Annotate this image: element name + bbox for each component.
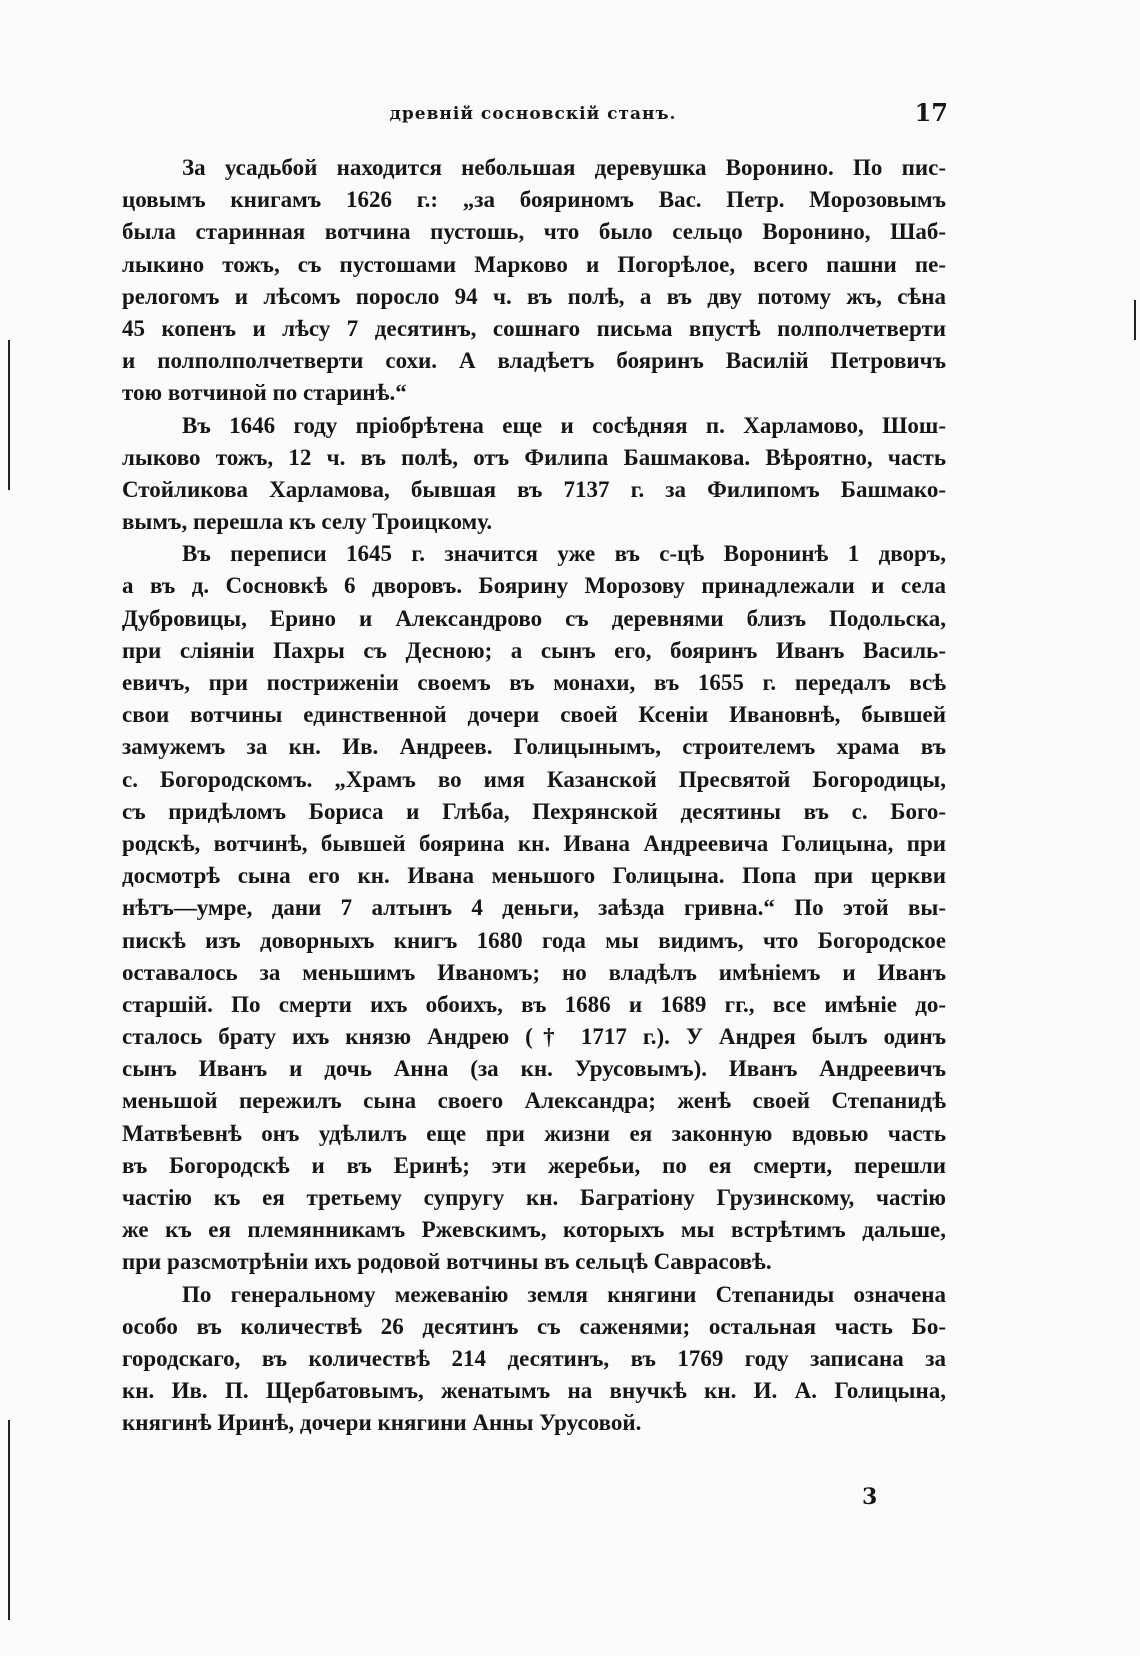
text-line: сталось брату ихъ князю Андрею († 1717 г.). У Андрея былъ одинъ (122, 1024, 946, 1050)
paragraph (122, 410, 946, 539)
text-line: въ Богородскѣ и въ Еринѣ; эти жеребьи, по ея смерти, перешли (122, 1152, 946, 1178)
text-line: съ придѣломъ Бориса и Глѣба, Пехрянской десятины въ с. Бого- (122, 798, 946, 824)
page-body (122, 152, 946, 1440)
text-line: тою вотчиной по старинѣ.“ (122, 380, 407, 406)
margin-scan-mark (1134, 300, 1136, 340)
text-line: пискѣ изъ доворныхъ книгъ 1680 года мы видимъ, что Богородское (122, 927, 946, 953)
text-line: оставалось за меньшимъ Иваномъ; но владѣлъ имѣніемъ и Иванъ (122, 959, 946, 985)
text-line: Въ переписи 1645 г. значится уже въ с-цѣ Воронинѣ 1 дворъ, (182, 541, 946, 567)
text-line: княгинѣ Иринѣ, дочери княгини Анны Урусовой. (122, 1410, 642, 1436)
text-line: По генеральному межеванію земля княгини Степаниды означена (182, 1281, 946, 1307)
text-line: особо въ количествѣ 26 десятинъ съ саженями; остальная часть Бо- (122, 1313, 946, 1339)
text-line: сынъ Иванъ и дочь Анна (за кн. Урусовымъ). Иванъ Андреевичъ (122, 1056, 946, 1082)
paragraph (122, 152, 946, 410)
printer-signature-mark: 3 (862, 1484, 878, 1510)
text-line: меньшой пережилъ сына своего Александра; женѣ своей Степанидѣ (122, 1088, 946, 1114)
text-line: замужемъ за кн. Ив. Андреев. Голицынымъ, строителемъ храма въ (122, 734, 946, 760)
text-line: Дубровицы, Ерино и Александрово съ деревнями близъ Подольска, (122, 605, 946, 631)
text-line: а въ д. Сосновкѣ 6 дворовъ. Боярину Морозову принадлежали и села (122, 573, 946, 599)
text-line: цовымъ книгамъ 1626 г.: „за бояриномъ Вас. Петр. Морозовымъ (122, 187, 946, 213)
text-line: нѣтъ—умре, дани 7 алтынъ 4 деньги, заѣзда гривна.“ По этой вы- (122, 895, 946, 921)
text-line: кн. Ив. П. Щербатовымъ, женатымъ на внучкѣ кн. И. А. Голицына, (122, 1378, 946, 1404)
text-line: Стойликова Харламова, бывшая въ 7137 г. за Филипомъ Башмако- (122, 476, 946, 502)
running-head: древній сосновскій станъ. (389, 104, 677, 124)
text-line: была старинная вотчина пустошь, что было сельцо Воронино, Шаб- (122, 219, 946, 245)
text-line: родскѣ, вотчинѣ, бывшей боярина кн. Ивана Андреевича Голицына, при (122, 830, 946, 856)
page-number: 17 (914, 98, 948, 127)
text-line: и полполполчетверти сохи. А владѣетъ бояринъ Василій Петровичъ (122, 348, 946, 374)
text-line: с. Богородскомъ. „Храмъ во имя Казанской Пресвятой Богородицы, (122, 766, 946, 792)
text-line: лыкино тожъ, съ пустошами Марково и Погорѣлое, всего пашни пе- (122, 251, 946, 277)
paragraph (122, 538, 946, 1278)
text-line: городскаго, въ количествѣ 214 десятинъ, въ 1769 году записана за (122, 1345, 946, 1371)
text-line: Въ 1646 году пріобрѣтена еще и сосѣдняя п. Харламово, Шош- (182, 412, 946, 438)
text-line: при сліяніи Пахры съ Десною; а сынъ его, бояринъ Иванъ Василь- (122, 637, 946, 663)
paragraph (122, 1279, 946, 1440)
margin-scan-mark (8, 1420, 10, 1620)
text-line: вымъ, перешла къ селу Троицкому. (122, 509, 493, 535)
text-line: Матвѣевнѣ онъ удѣлилъ еще при жизни ея законную вдовью часть (122, 1120, 946, 1146)
text-line: релогомъ и лѣсомъ поросло 94 ч. въ полѣ, а въ дву потому жъ, сѣна (122, 283, 946, 309)
text-line: лыково тожъ, 12 ч. въ полѣ, отъ Филипа Башмакова. Вѣроятно, часть (122, 444, 946, 470)
text-line: 45 копенъ и лѣсу 7 десятинъ, сошнаго письма впустѣ полполчетверти (122, 315, 946, 341)
text-line: досмотрѣ сына его кн. Ивана меньшого Голицына. Попа при церкви (122, 863, 946, 889)
text-line: За усадьбой находится небольшая деревушка Воронино. По пис- (182, 155, 946, 180)
text-line: свои вотчины единственной дочери своей Ксеніи Ивановнѣ, бывшей (122, 702, 946, 728)
page-header (118, 98, 948, 134)
text-line: евичъ, при постриженіи своемъ въ монахи, въ 1655 г. передалъ всѣ (122, 670, 946, 695)
text-line: же къ ея племянникамъ Ржевскимъ, которыхъ мы встрѣтимъ дальше, (122, 1217, 946, 1243)
text-line: частію къ ея третьему супругу кн. Багратіону Грузинскому, частію (122, 1185, 946, 1210)
text-line: при разсмотрѣніи ихъ родовой вотчины въ сельцѣ Саврасовѣ. (122, 1249, 772, 1275)
margin-scan-mark (8, 340, 10, 490)
text-line: старшій. По смерти ихъ обоихъ, въ 1686 и 1689 гг., все имѣніе до- (122, 991, 946, 1017)
